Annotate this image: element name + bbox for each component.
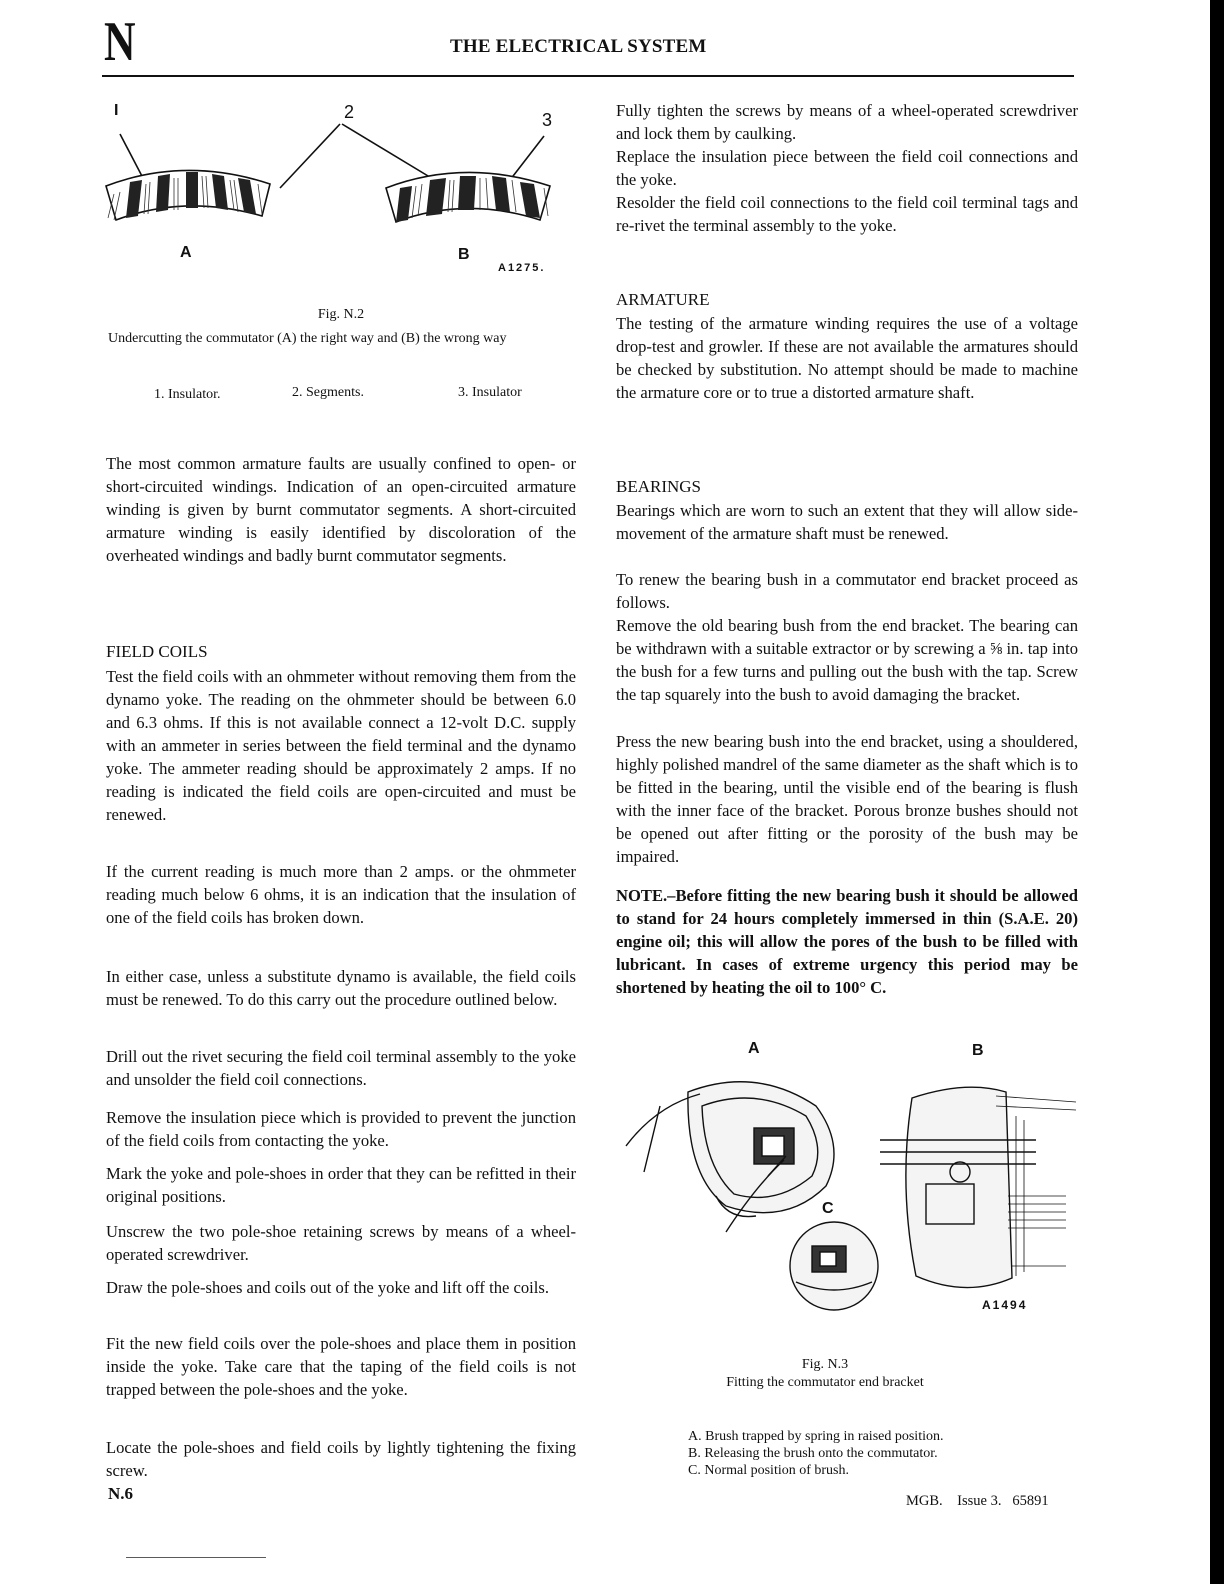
paragraph: Remove the old bearing bush from the end bracket. The bearing can be withdrawn with a suitable extractor or by screwing a ⅝ in. tap into the bush for a few turns and pulling out the bush with the tap. Screw the tap squarely into the bush to avoid damaging the bracket. <box>616 616 1078 704</box>
paragraph: Replace the insulation piece between the field coil connections and the yoke. <box>616 147 1078 189</box>
page-edge-bar <box>1210 0 1224 1584</box>
legend-item: 1. Insulator. <box>154 387 221 402</box>
paragraph: Press the new bearing bush into the end bracket, using a shouldered, highly polished mandrel of the same diameter as the shaft which is to be fitted in the bearing, until the visible end of the bearing is flush with the inner face of the bracket. Porous bronze bushes should not be opened out after fitting or the porosity of the bush may be impaired. <box>616 732 1078 866</box>
paragraph: Remove the insulation piece which is provided to prevent the junction of the field coils from contacting the yoke. <box>106 1108 576 1150</box>
figure-n3 <box>616 1036 1078 1326</box>
figure-caption: Fitting the commutator end bracket <box>726 1375 924 1390</box>
page-title: THE ELECTRICAL SYSTEM <box>450 36 707 57</box>
intro-paragraph: The most common armature faults are usually confined to open- or short-circuited windings. Indication of an open-circuited armature winding is given by burnt commutator segments. A short-circuited armature winding is easily identified by discoloration of the overheated windings and badly burnt commutator segments. <box>106 454 576 565</box>
paragraph: The testing of the armature winding requires the use of a voltage drop-test and growler. If these are not available the armatures should be checked by substitution. No attempt should be made to machine the armature core or to true a distorted armature shaft. <box>616 314 1078 402</box>
fig-label-a: A <box>748 1040 760 1057</box>
paragraph: Resolder the field coil connections to the field coil terminal tags and re-rivet the terminal assembly to the yoke. <box>616 193 1078 235</box>
fig-label-b: B <box>458 246 470 263</box>
callout-3: 3 <box>542 110 553 130</box>
paragraph: Test the field coils with an ohmmeter without removing them from the dynamo yoke. The reading on the ohmmeter should be between 6.0 and 6.3 ohms. If this is not available connect a 12-volt D.C. supply with an ammeter in series between the field terminal and the dynamo yoke. The ammeter reading should be approximately 2 amps. If no reading is indicated the field coils are open-circuited and must be renewed. <box>106 667 576 824</box>
figure-n2 <box>100 96 580 286</box>
section-letter: N <box>104 11 136 73</box>
paragraph: If the current reading is much more than 2 amps. or the ohmmeter reading much below 6 ohms, it is an indication that the insulation of one of the field coils has broken down. <box>106 862 576 927</box>
paragraph: Mark the yoke and pole-shoes in order that they can be refitted in their original positions. <box>106 1164 576 1206</box>
bearings-heading: BEARINGS <box>616 477 702 496</box>
figure-caption: Undercutting the commutator (A) the right way and (B) the wrong way <box>108 331 507 346</box>
footer-link-underline <box>126 1557 266 1558</box>
paragraph: Fit the new field coils over the pole-shoes and place them in position inside the yoke. Take care that the taping of the field coils is not trapped between the pole-shoes and the yoke. <box>106 1334 576 1399</box>
armature-heading: ARMATURE <box>616 290 710 309</box>
fig-label-b: B <box>972 1042 984 1059</box>
paragraph: Bearings which are worn to such an extent that they will allow side-movement of the armature shaft must be renewed. <box>616 501 1078 543</box>
paragraph: Drill out the rivet securing the field coil terminal assembly to the yoke and unsolder the field coil connections. <box>106 1047 576 1089</box>
paragraph: To renew the bearing bush in a commutator end bracket proceed as follows. <box>616 570 1078 612</box>
callout-1: I <box>114 102 119 119</box>
paragraph: In either case, unless a substitute dynamo is available, the field coils must be renewed. To do this carry out the procedure outlined below. <box>106 967 576 1009</box>
page-number: N.6 <box>108 1484 134 1503</box>
legend-item: B. Releasing the brush onto the commutator. <box>688 1446 938 1461</box>
figure-number: Fig. N.2 <box>317 307 365 322</box>
paragraph: Locate the pole-shoes and field coils by lightly tightening the fixing screw. <box>106 1438 576 1480</box>
bracket-diagram <box>616 1036 1078 1326</box>
header-rule <box>102 75 1074 77</box>
legend-item: 3. Insulator <box>458 385 522 400</box>
figure-ref: A1494 <box>982 1298 1028 1312</box>
callout-2: 2 <box>344 102 355 122</box>
paragraph: Draw the pole-shoes and coils out of the yoke and lift off the coils. <box>106 1278 550 1297</box>
figure-ref: A1275. <box>498 262 546 274</box>
legend-item: 2. Segments. <box>292 385 364 400</box>
paragraph: Unscrew the two pole-shoe retaining screws by means of a wheel-operated screwdriver. <box>106 1222 576 1264</box>
commutator-diagram <box>100 96 580 286</box>
fig-label-c: C <box>822 1200 834 1217</box>
fig-label-a: A <box>180 244 192 261</box>
note-paragraph: NOTE.–Before fitting the new bearing bush it should be allowed to stand for 24 hours completely immersed in thin (S.A.E. 20) engine oil; this will allow the pores of the bush to be filled with lubricant. In cases of extreme urgency this period may be shortened by heating the oil to 100° C. <box>616 886 1078 997</box>
figure-number: Fig. N.3 <box>801 1357 849 1372</box>
legend-item: A. Brush trapped by spring in raised position. <box>688 1429 944 1444</box>
field-coils-heading: FIELD COILS <box>106 642 208 661</box>
paragraph: Fully tighten the screws by means of a wheel-operated screwdriver and lock them by caulking. <box>616 101 1078 143</box>
legend-item: C. Normal position of brush. <box>688 1463 849 1478</box>
issue-info: MGB. Issue 3. 65891 <box>906 1493 1049 1509</box>
